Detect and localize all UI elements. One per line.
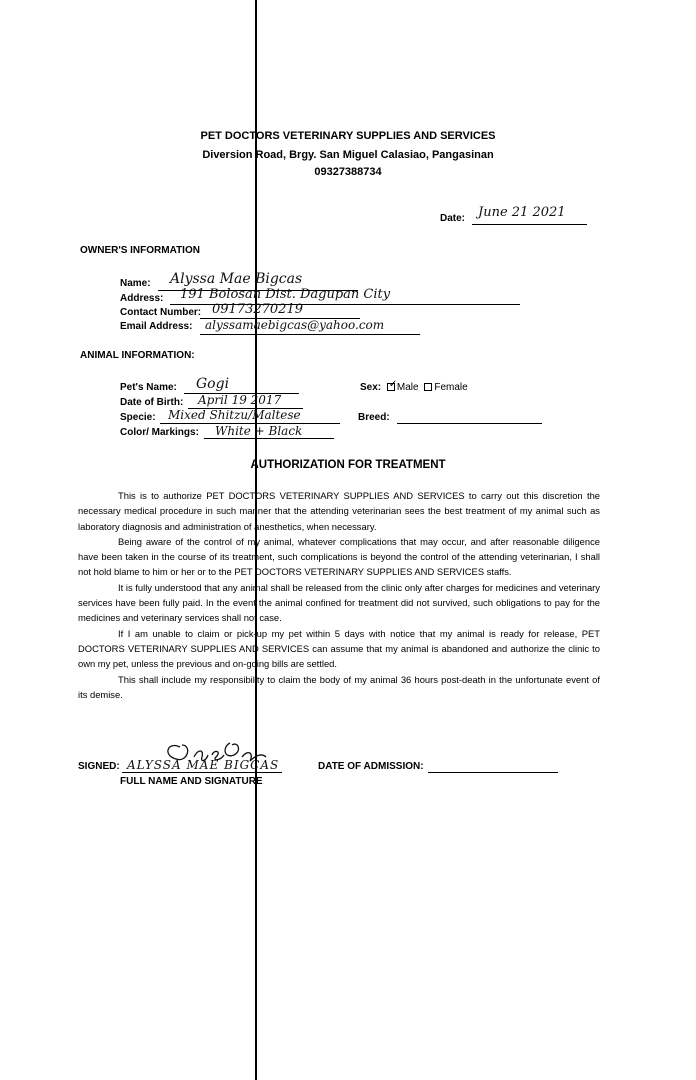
owner-name-label: Name: — [120, 278, 151, 289]
business-address: Diversion Road, Brgy. San Miguel Calasiao, Pangasinan — [202, 149, 494, 161]
breed-label: Breed: — [358, 412, 390, 423]
signed-underline — [122, 772, 282, 773]
male-checkbox[interactable] — [387, 379, 398, 391]
authorization-paragraph: It is fully understood that any animal shall be released from the clinic only after charges for medicines and veterinary services have been fully paid. In the event the animal confined for treatment did not survived, such obligations to pay for the medicines and veterinary services shall not case. — [78, 581, 600, 624]
admission-date-label: DATE OF ADMISSION: — [318, 761, 424, 772]
date-label: Date: — [440, 213, 466, 224]
owner-email-label: Email Address: — [120, 321, 193, 332]
animal-heading: ANIMAL INFORMATION: — [80, 350, 195, 361]
dob-label: Date of Birth: — [120, 397, 184, 408]
owner-contact-label: Contact Number: — [120, 307, 202, 318]
color-underline — [204, 438, 334, 439]
specie-value: Mixed Shitzu/Maltese — [168, 408, 301, 422]
date-value: June 21 2021 — [478, 205, 566, 220]
authorization-heading: AUTHORIZATION FOR TREATMENT — [250, 459, 446, 471]
owner-address-value: 191 Bolosan Dist. Dagupan City — [180, 287, 391, 302]
owner-address-label: Address: — [120, 293, 164, 304]
signed-name-value: ALYSSA MAE BIGCAS — [127, 758, 280, 772]
owner-contact-value: 09173270219 — [212, 302, 303, 317]
owner-name-value: Alyssa Mae Bigcas — [170, 271, 303, 287]
authorization-paragraph: If I am unable to claim or pick-up my pet within 5 days with notice that my animal is ready for release, PET DOCTORS VETERINARY SUPPLIES AND SERVICES can assume that my animal is abandoned and authorize the clinic to own my pet, unless the previous and on-going bills are settled. — [78, 627, 600, 670]
business-name: PET DOCTORS VETERINARY SUPPLIES AND SERVICES — [200, 130, 496, 142]
sex-field — [360, 379, 468, 393]
authorization-paragraph: This is to authorize PET DOCTORS VETERINARY SUPPLIES AND SERVICES to carry out this discretion the necessary medical procedure in such manner that the attending veterinarian sees the best treatment of my animal such as laboratory diagnosis and administration of anesthetics, when necessary. — [78, 490, 600, 532]
authorization-paragraph: Being aware of the control of my animal, whatever complications that may occur, and after reasonable diligence have been taken in the course of its treatment, such complications is beyond the control of the attending veterinarian, I shall not hold blame to him or her or to the PET DOCTORS VETERINARY SUPPLIES AND SERVICES staffs. — [78, 535, 600, 578]
specie-label: Specie: — [120, 412, 156, 423]
male-option-label: Male — [396, 382, 419, 393]
admission-date-underline — [428, 772, 558, 773]
dob-value: April 19 2017 — [198, 393, 282, 407]
pet-name-label: Pet's Name: — [120, 382, 177, 393]
date-underline — [472, 224, 587, 225]
pet-name-value: Gogi — [196, 376, 230, 392]
female-option-label: Female — [434, 382, 468, 393]
business-phone: 09327388734 — [314, 166, 382, 178]
sex-label: Sex: — [360, 382, 382, 393]
signed-label: SIGNED: — [78, 761, 120, 772]
color-label: Color/ Markings: — [120, 427, 199, 438]
female-checkbox[interactable] — [424, 383, 432, 391]
authorization-body — [78, 488, 600, 702]
owner-email-underline — [200, 334, 420, 335]
owner-heading: OWNER'S INFORMATION — [80, 245, 200, 256]
breed-underline — [397, 423, 542, 424]
authorization-paragraph: This shall include my responsibility to claim the body of my animal 36 hours post-death in the unfortunate event of its demise. — [78, 673, 600, 700]
check-mark-icon: ✓ — [388, 379, 398, 391]
color-value: White + Black — [215, 424, 303, 438]
owner-email-value: alyssamaebigcas@yahoo.com — [205, 318, 385, 332]
signature-caption: FULL NAME AND SIGNATURE — [120, 776, 263, 787]
